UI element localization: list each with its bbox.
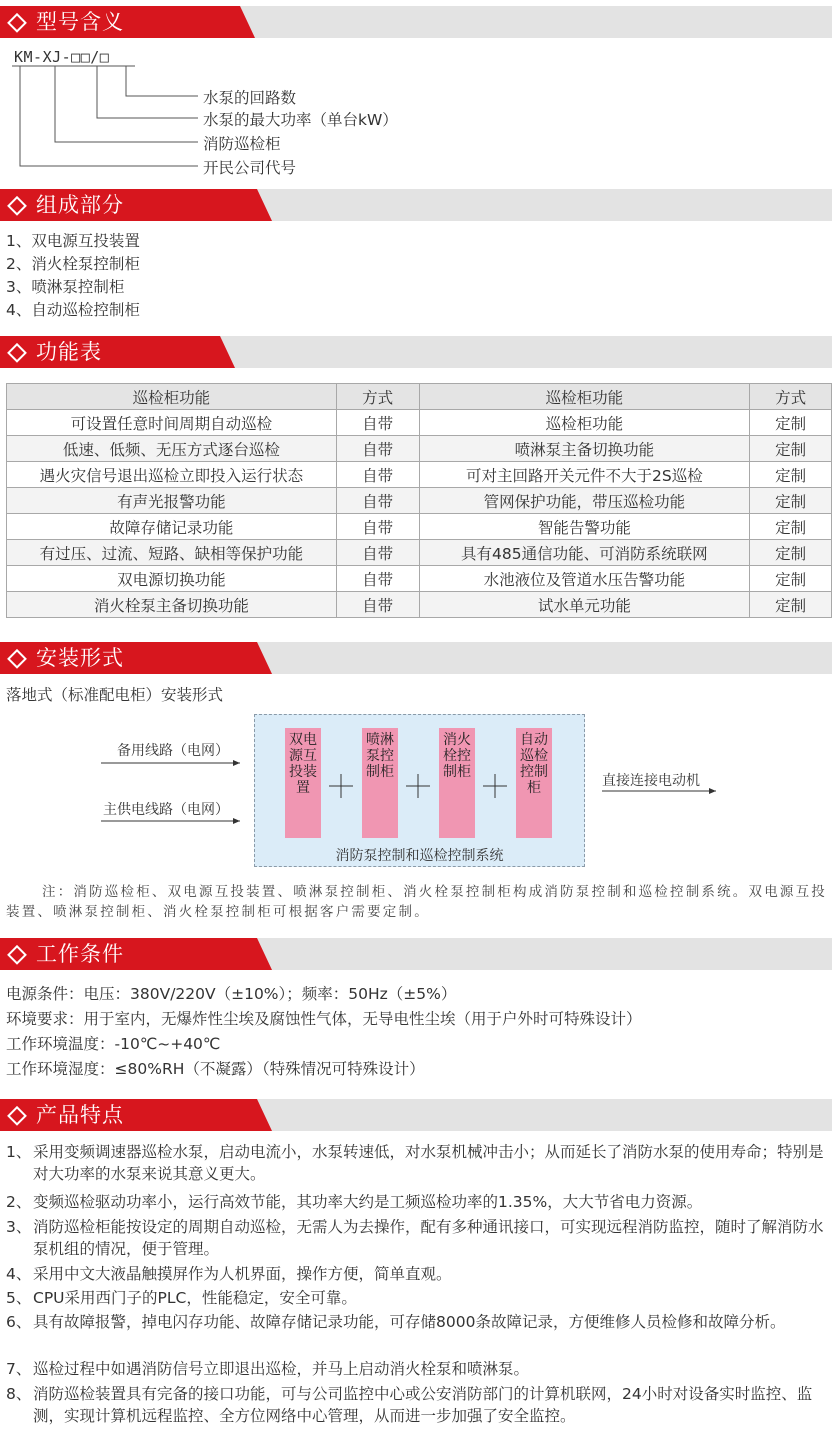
table-cell: 自带: [336, 462, 419, 488]
backup-line-label: 备用线路（电网）: [117, 743, 229, 759]
feature-number: 7、: [6, 1360, 32, 1378]
section-header-features: [0, 1099, 840, 1131]
table-cell: 定制: [750, 514, 832, 540]
feature-text: CPU采用西门子的PLC，性能稳定，安全可靠。: [33, 1289, 357, 1307]
system-caption: 消防泵控制和巡检控制系统: [335, 848, 504, 864]
table-cell: 自带: [336, 566, 419, 592]
table-cell: 定制: [750, 488, 832, 514]
feature-text: 巡检过程中如遇消防信号立即退出巡检，并马上启动消火栓泵和喷淋泵。: [33, 1360, 530, 1378]
table-row: [7, 410, 832, 436]
system-unit: 消火栓控制柜: [439, 728, 475, 838]
table-row: [7, 514, 832, 540]
table-header-cell: 方式: [336, 384, 419, 410]
table-cell: 定制: [750, 540, 832, 566]
feature-item: [6, 1191, 836, 1213]
feature-item: [6, 1383, 836, 1427]
feature-text: 具有故障报警，掉电闪存功能、故障存储记录功能，可存储8000条故障记录，方便维修人员检修和故障分析。: [33, 1313, 786, 1331]
table-cell: 双电源切换功能: [7, 566, 337, 592]
output-label: 直接连接电动机: [602, 773, 700, 789]
feature-number: 8、: [6, 1385, 32, 1403]
table-cell: 定制: [750, 436, 832, 462]
feature-item: [6, 1216, 836, 1260]
section-title: 组成部分: [36, 193, 124, 217]
section-title: 产品特点: [36, 1103, 124, 1127]
feature-number: 2、: [6, 1193, 32, 1211]
feature-item: [6, 1263, 836, 1285]
table-cell: 自带: [336, 488, 419, 514]
table-cell: 智能告警功能: [419, 514, 750, 540]
table-cell: 定制: [750, 592, 832, 618]
installation-note: 注：消防巡检柜、双电源互投装置、喷淋泵控制柜、消火栓泵控制柜构成消防泵控制和巡检控制系统。双电源互投装置、喷淋泵控制柜、消火栓泵控制柜可根据客户需要定制。: [6, 884, 827, 920]
section-header-installation: [0, 642, 840, 674]
table-cell: 遇火灾信号退出巡检立即投入运行状态: [7, 462, 337, 488]
feature-item: [6, 1141, 836, 1185]
table-row: [7, 488, 832, 514]
table-header-cell: 巡检柜功能: [7, 384, 337, 410]
diagram-lines: [0, 700, 840, 840]
table-row: [7, 566, 832, 592]
table-row: [7, 540, 832, 566]
table-cell: 有过压、过流、短路、缺相等保护功能: [7, 540, 337, 566]
composition-item: 4、自动巡检控制柜: [6, 301, 140, 319]
feature-item: [6, 1287, 836, 1309]
feature-number: 4、: [6, 1265, 32, 1283]
main-line-label: 主供电线路（电网）: [103, 802, 229, 818]
table-cell: 定制: [750, 566, 832, 592]
installation-type: 落地式（标准配电柜）安装形式: [6, 686, 224, 704]
table-cell: 低速、低频、无压方式逐台巡检: [7, 436, 337, 462]
condition-line: 环境要求：用于室内，无爆炸性尘埃及腐蚀性气体，无导电性尘埃（用于户外时可特殊设计）: [6, 1010, 642, 1028]
feature-text: 消防巡检柜能按设定的周期自动巡检，无需人为去操作，配有多种通讯接口，可实现远程消防监控，随时了解消防水泵机组的情况，便于管理。: [33, 1218, 824, 1258]
table-header-cell: 方式: [750, 384, 832, 410]
feature-number: 6、: [6, 1313, 32, 1331]
section-header-conditions: [0, 938, 840, 970]
section-title: 工作条件: [36, 942, 124, 966]
table-cell: 巡检柜功能: [419, 410, 750, 436]
table-cell: 水池液位及管道水压告警功能: [419, 566, 750, 592]
feature-text: 消防巡检装置具有完备的接口功能，可与公司监控中心或公安消防部门的计算机联网，24小时对设备实时监控、监测，实现计算机远程监控、全方位网络中心管理，从而进一步加强了安全监控。: [33, 1385, 813, 1425]
table-header-row: [7, 384, 832, 410]
table-cell: 定制: [750, 462, 832, 488]
table-row: [7, 592, 832, 618]
table-row: [7, 436, 832, 462]
table-header-cell: 巡检柜功能: [419, 384, 750, 410]
table-cell: 有声光报警功能: [7, 488, 337, 514]
feature-number: 1、: [6, 1143, 32, 1161]
system-unit: 双电源互投装置: [285, 728, 321, 838]
condition-line: 工作环境湿度：≤80%RH（不凝露）（特殊情况可特殊设计）: [6, 1060, 425, 1078]
table-cell: 自带: [336, 410, 419, 436]
feature-number: 3、: [6, 1218, 32, 1236]
table-row: [7, 462, 832, 488]
table-cell: 自带: [336, 436, 419, 462]
table-cell: 喷淋泵主备切换功能: [419, 436, 750, 462]
table-cell: 具有485通信功能、可消防系统联网: [419, 540, 750, 566]
section-title: 功能表: [36, 340, 102, 364]
composition-item: 3、喷淋泵控制柜: [6, 278, 125, 296]
model-label: 水泵的回路数: [203, 89, 297, 107]
model-code: KM-XJ-□□/□: [14, 48, 110, 66]
feature-text: 变频巡检驱动功率小，运行高效节能，其功率大约是工频巡检功率的1.35%，大大节省电力资源。: [33, 1193, 703, 1211]
feature-item: [6, 1311, 836, 1355]
table-cell: 自带: [336, 540, 419, 566]
composition-item: 1、双电源互投装置: [6, 232, 140, 250]
section-header-model: [0, 6, 840, 38]
table-cell: 试水单元功能: [419, 592, 750, 618]
table-cell: 可对主回路开关元件不大于2S巡检: [419, 462, 750, 488]
table-cell: 自带: [336, 592, 419, 618]
feature-item: [6, 1358, 836, 1380]
feature-text: 采用中文大液晶触摸屏作为人机界面，操作方便，简单直观。: [33, 1265, 452, 1283]
section-title: 安装形式: [36, 646, 124, 670]
condition-line: 电源条件：电压：380V/220V（±10%）；频率：50Hz（±5%）: [6, 985, 457, 1003]
section-header-composition: [0, 189, 840, 221]
model-label: 开民公司代号: [203, 159, 297, 177]
system-unit: 喷淋泵控制柜: [362, 728, 398, 838]
table-cell: 定制: [750, 410, 832, 436]
composition-item: 2、消火栓泵控制柜: [6, 255, 140, 273]
table-cell: 管网保护功能，带压巡检功能: [419, 488, 750, 514]
section-title: 型号含义: [36, 10, 124, 34]
table-cell: 消火栓泵主备切换功能: [7, 592, 337, 618]
section-header-function-table: [0, 336, 840, 368]
table-cell: 故障存储记录功能: [7, 514, 337, 540]
model-label: 水泵的最大功率（单台kW）: [203, 111, 398, 129]
table-cell: 可设置任意时间周期自动巡检: [7, 410, 337, 436]
system-unit: 自动巡检控制柜: [516, 728, 552, 838]
function-table: [6, 383, 832, 618]
model-label: 消防巡检柜: [203, 135, 281, 153]
feature-number: 5、: [6, 1289, 32, 1307]
feature-text: 采用变频调速器巡检水泵，启动电流小，水泵转速低，对水泵机械冲击小；从而延长了消防水泵的使用寿命；特别是对大功率的水泵来说其意义更大。: [33, 1143, 824, 1183]
model-legend-lines: [0, 60, 220, 175]
condition-line: 工作环境温度：-10℃~+40℃: [6, 1035, 221, 1053]
table-cell: 自带: [336, 514, 419, 540]
